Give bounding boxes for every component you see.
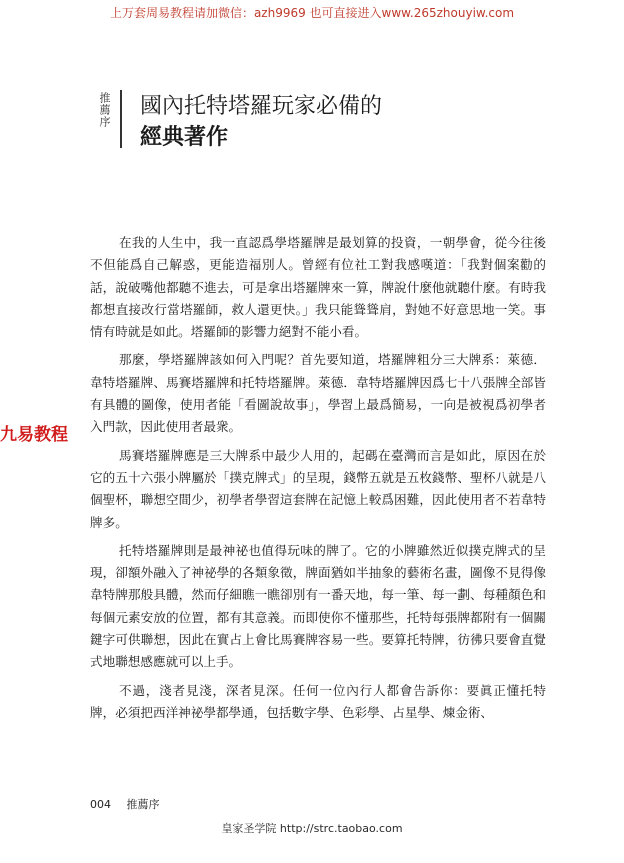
page-footer	[90, 796, 160, 812]
paragraph: 托特塔羅牌則是最神祕也值得玩味的牌了。它的小牌雖然近似撲克牌式的呈現，卻額外融入了神祕學的各類象徵，牌面猶如半抽象的藝術名畫，圖像不見得像韋特牌那般具體，然而仔細瞧一瞧卻別有一番天地，每一筆、每一劃、每種顏色和每個元素安放的位置，都有其意義。而即使你不懂那些，托特每張牌都附有一個關鍵字可供聯想，因此在實占上會比馬賽牌容易一些。要算托特牌，彷彿只要會直覺式地聯想感應就可以上手。	[90, 542, 546, 670]
paragraph: 不過，淺者見淺，深者見深。任何一位內行人都會告訴你：要眞正懂托特牌，必須把西洋神祕學都學通，包括數字學、色彩學、占星學、煉金術、	[90, 682, 546, 720]
paragraph: 在我的人生中，我一直認爲學塔羅牌是最划算的投資，一朝學會，從今往後不但能爲自己解惑，更能造福別人。曾經有位社工對我感嘆道：「我對個案勸的話，說破嘴他都聽不進去，可是拿出塔羅牌來一算，牌說什麼他就聽什麼。有時我都想直接改行當塔羅師，救人還更快。」我只能聳聳肩，對她不好意思地一笑。事情有時就是如此。塔羅師的影響力絕對不能小看。	[90, 235, 546, 340]
title-line-2: 經典著作	[140, 124, 229, 150]
section-tag: 推薦序	[98, 92, 111, 128]
bottom-banner: 皇家圣学院 http://strc.taobao.com	[221, 822, 403, 835]
body-text	[90, 232, 546, 730]
page-title	[140, 92, 560, 152]
header-banner: 上万套周易教程请加微信：azh9969 也可直接进入www.265zhouyiw.com	[109, 6, 515, 20]
side-watermark: 九易教程	[0, 425, 68, 445]
paragraph: 馬賽塔羅牌應是三大牌系中最少人用的，起碼在臺灣而言是如此，原因在於它的五十六張小牌屬於「撲克牌式」的呈現，錢幣五就是五枚錢幣、聖杯八就是八個聖杯，聯想空間少，初學者學習這套牌在記憶上較爲困難，因此使用者不若韋特牌多。	[90, 447, 546, 530]
section-tag-box	[88, 90, 122, 148]
footer-section: 推薦序	[126, 798, 160, 811]
title-line-1: 國內托特塔羅玩家必備的	[140, 94, 383, 119]
page-number: 004	[90, 798, 111, 811]
paragraph: 那麼，學塔羅牌該如何入門呢？首先要知道，塔羅牌粗分三大牌系：萊德．韋特塔羅牌、馬賽塔羅牌和托特塔羅牌。萊德．韋特塔羅牌因爲七十八張牌全部皆有具體的圖像，使用者能「看圖說故事」，學習上最爲簡易，一向是被視爲初學者入門款，因此使用者最衆。	[90, 352, 546, 435]
